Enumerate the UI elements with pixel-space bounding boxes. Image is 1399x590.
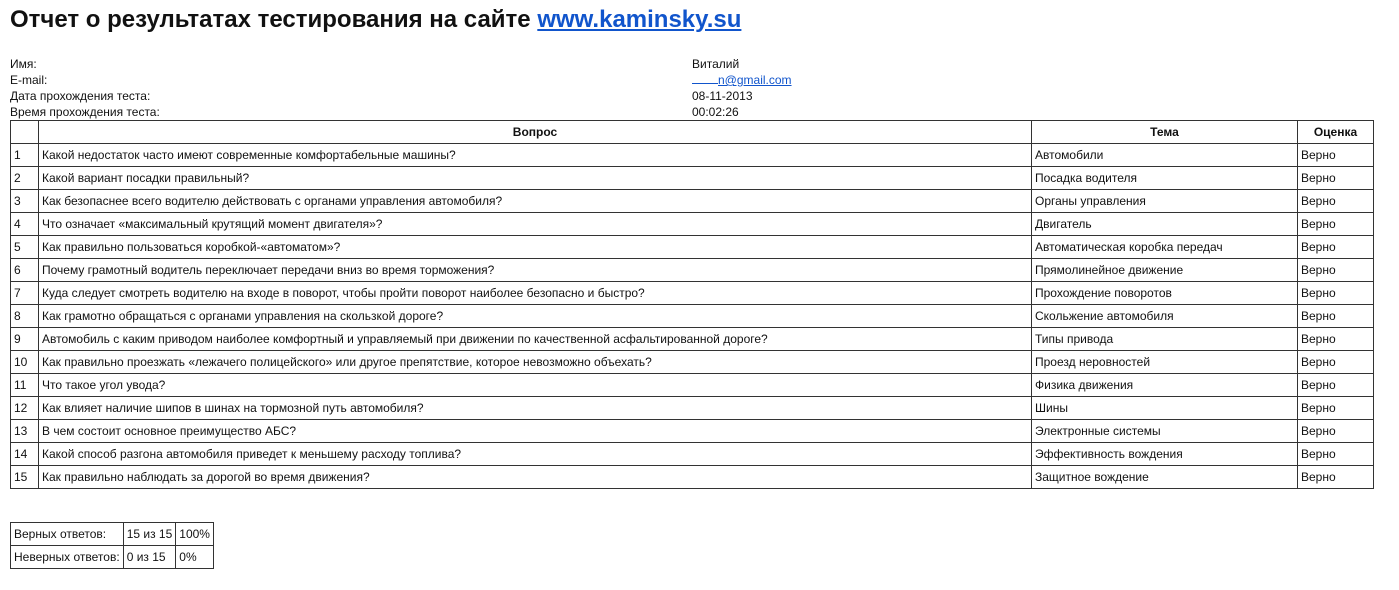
correct-count: 15 из 15 xyxy=(123,523,176,546)
cell-topic: Прохождение поворотов xyxy=(1032,282,1298,305)
wrong-count: 0 из 15 xyxy=(123,546,176,569)
cell-question: Куда следует смотреть водителю на входе в поворот, чтобы пройти поворот наиболее безопасно и быстро? xyxy=(39,282,1032,305)
summary-row-correct xyxy=(11,523,214,546)
cell-num: 1 xyxy=(11,144,39,167)
cell-grade: Верно xyxy=(1298,282,1374,305)
name-value: Виталий xyxy=(692,57,740,71)
table-row xyxy=(11,236,1374,259)
cell-topic: Органы управления xyxy=(1032,190,1298,213)
cell-grade: Верно xyxy=(1298,397,1374,420)
table-row xyxy=(11,397,1374,420)
summary-row-wrong xyxy=(11,546,214,569)
correct-percent: 100% xyxy=(176,523,214,546)
cell-question: Как грамотно обращаться с органами управления на скользкой дороге? xyxy=(39,305,1032,328)
cell-num: 12 xyxy=(11,397,39,420)
table-row xyxy=(11,282,1374,305)
cell-question: Как правильно пользоваться коробкой-«автоматом»? xyxy=(39,236,1032,259)
time-value: 00:02:26 xyxy=(692,105,739,119)
cell-num: 6 xyxy=(11,259,39,282)
cell-num: 10 xyxy=(11,351,39,374)
cell-grade: Верно xyxy=(1298,305,1374,328)
cell-question: Почему грамотный водитель переключает передачи вниз во время торможения? xyxy=(39,259,1032,282)
cell-grade: Верно xyxy=(1298,328,1374,351)
cell-question: Автомобиль с каким приводом наиболее комфортный и управляемый при движении по качественной асфальтированной дороге? xyxy=(39,328,1032,351)
cell-question: Как правильно наблюдать за дорогой во время движения? xyxy=(39,466,1032,489)
cell-topic: Проезд неровностей xyxy=(1032,351,1298,374)
table-row xyxy=(11,351,1374,374)
cell-topic: Шины xyxy=(1032,397,1298,420)
cell-grade: Верно xyxy=(1298,259,1374,282)
user-info xyxy=(10,56,1010,120)
table-row xyxy=(11,144,1374,167)
cell-grade: Верно xyxy=(1298,144,1374,167)
cell-topic: Прямолинейное движение xyxy=(1032,259,1298,282)
cell-question: Какой способ разгона автомобиля приведет к меньшему расходу топлива? xyxy=(39,443,1032,466)
cell-grade: Верно xyxy=(1298,190,1374,213)
info-row-date xyxy=(10,88,1010,104)
cell-num: 9 xyxy=(11,328,39,351)
date-value: 08-11-2013 xyxy=(692,89,753,103)
cell-topic: Электронные системы xyxy=(1032,420,1298,443)
cell-num: 14 xyxy=(11,443,39,466)
table-row xyxy=(11,213,1374,236)
table-row xyxy=(11,420,1374,443)
table-row xyxy=(11,167,1374,190)
site-link[interactable]: www.kaminsky.su xyxy=(537,6,742,33)
email-link[interactable] xyxy=(692,73,792,87)
date-label: Дата прохождения теста: xyxy=(10,89,151,103)
results-table xyxy=(10,120,1374,489)
cell-num: 7 xyxy=(11,282,39,305)
table-row xyxy=(11,374,1374,397)
cell-num: 4 xyxy=(11,213,39,236)
wrong-percent: 0% xyxy=(176,546,214,569)
correct-label: Верных ответов: xyxy=(11,523,124,546)
cell-num: 15 xyxy=(11,466,39,489)
title-prefix: Отчет о результатах тестирования на сайте xyxy=(10,6,531,33)
cell-grade: Верно xyxy=(1298,213,1374,236)
cell-question: Как влияет наличие шипов в шинах на тормозной путь автомобиля? xyxy=(39,397,1032,420)
cell-question: Что означает «максимальный крутящий момент двигателя»? xyxy=(39,213,1032,236)
cell-num: 2 xyxy=(11,167,39,190)
results-body xyxy=(11,144,1374,489)
info-row-time xyxy=(10,104,1010,120)
cell-grade: Верно xyxy=(1298,351,1374,374)
cell-question: Какой недостаток часто имеют современные комфортабельные машины? xyxy=(39,144,1032,167)
page-title xyxy=(10,6,741,34)
cell-grade: Верно xyxy=(1298,236,1374,259)
cell-question: Какой вариант посадки правильный? xyxy=(39,167,1032,190)
info-row-name xyxy=(10,56,1010,72)
table-row xyxy=(11,190,1374,213)
cell-topic: Скольжение автомобиля xyxy=(1032,305,1298,328)
table-row xyxy=(11,259,1374,282)
cell-num: 11 xyxy=(11,374,39,397)
header-question: Вопрос xyxy=(39,121,1032,144)
cell-grade: Верно xyxy=(1298,167,1374,190)
cell-topic: Физика движения xyxy=(1032,374,1298,397)
name-label: Имя: xyxy=(10,57,37,71)
cell-num: 5 xyxy=(11,236,39,259)
cell-topic: Автомобили xyxy=(1032,144,1298,167)
table-header-row xyxy=(11,121,1374,144)
cell-topic: Типы привода xyxy=(1032,328,1298,351)
cell-num: 13 xyxy=(11,420,39,443)
cell-question: В чем состоит основное преимущество АБС? xyxy=(39,420,1032,443)
cell-topic: Посадка водителя xyxy=(1032,167,1298,190)
cell-topic: Эффективность вождения xyxy=(1032,443,1298,466)
cell-question: Как безопаснее всего водителю действовать с органами управления автомобиля? xyxy=(39,190,1032,213)
email-redaction xyxy=(692,72,718,84)
table-row xyxy=(11,466,1374,489)
cell-question: Как правильно проезжать «лежачего полицейского» или другое препятствие, которое невозможно объехать? xyxy=(39,351,1032,374)
cell-grade: Верно xyxy=(1298,443,1374,466)
cell-num: 3 xyxy=(11,190,39,213)
table-row xyxy=(11,305,1374,328)
table-row xyxy=(11,443,1374,466)
cell-topic: Двигатель xyxy=(1032,213,1298,236)
cell-grade: Верно xyxy=(1298,420,1374,443)
cell-grade: Верно xyxy=(1298,374,1374,397)
header-num xyxy=(11,121,39,144)
cell-grade: Верно xyxy=(1298,466,1374,489)
summary-table xyxy=(10,522,214,569)
table-row xyxy=(11,328,1374,351)
info-row-email xyxy=(10,72,1010,88)
cell-question: Что такое угол увода? xyxy=(39,374,1032,397)
cell-num: 8 xyxy=(11,305,39,328)
time-label: Время прохождения теста: xyxy=(10,105,160,119)
header-grade: Оценка xyxy=(1298,121,1374,144)
cell-topic: Автоматическая коробка передач xyxy=(1032,236,1298,259)
email-value: n@gmail.com xyxy=(718,73,792,87)
email-label: E-mail: xyxy=(10,73,48,87)
cell-topic: Защитное вождение xyxy=(1032,466,1298,489)
header-topic: Тема xyxy=(1032,121,1298,144)
wrong-label: Неверных ответов: xyxy=(11,546,124,569)
